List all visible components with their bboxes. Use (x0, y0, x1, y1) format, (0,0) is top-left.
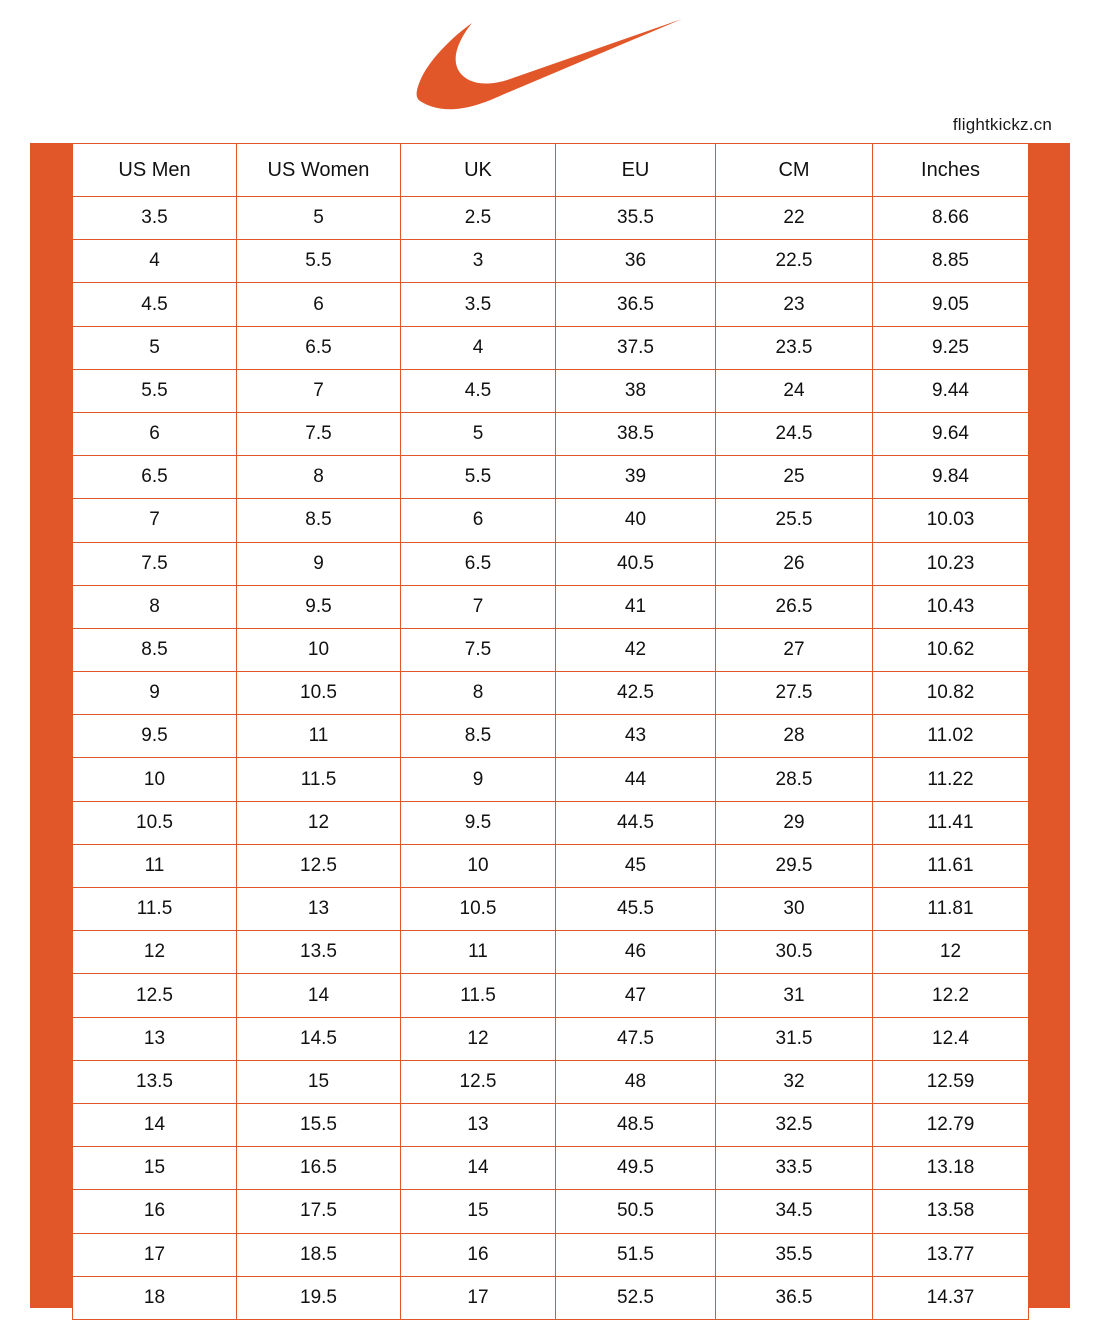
table-cell: 16.5 (237, 1147, 401, 1190)
table-cell: 46 (556, 931, 716, 974)
table-cell: 11.41 (873, 801, 1029, 844)
table-cell: 31.5 (716, 1017, 873, 1060)
table-cell: 9 (401, 758, 556, 801)
table-cell: 7 (73, 499, 237, 542)
table-cell: 28 (716, 715, 873, 758)
table-cell: 16 (401, 1233, 556, 1276)
table-cell: 35.5 (556, 197, 716, 240)
table-row (73, 758, 1029, 801)
table-row (73, 1190, 1029, 1233)
table-row (73, 1147, 1029, 1190)
table-cell: 14 (401, 1147, 556, 1190)
table-cell: 13.5 (73, 1060, 237, 1103)
table-cell: 10.43 (873, 585, 1029, 628)
table-cell: 9 (237, 542, 401, 585)
table-cell: 10 (73, 758, 237, 801)
table-cell: 12 (873, 931, 1029, 974)
table-cell: 10 (401, 844, 556, 887)
table-cell: 12.5 (237, 844, 401, 887)
table-cell: 42 (556, 628, 716, 671)
table-cell: 10.62 (873, 628, 1029, 671)
column-header-cm: CM (716, 144, 873, 197)
table-cell: 12.5 (401, 1060, 556, 1103)
table-cell: 3.5 (401, 283, 556, 326)
table-row (73, 369, 1029, 412)
table-cell: 7.5 (237, 412, 401, 455)
table-cell: 25 (716, 456, 873, 499)
table-cell: 8.5 (73, 628, 237, 671)
table-cell: 17.5 (237, 1190, 401, 1233)
table-row (73, 585, 1029, 628)
table-cell: 44.5 (556, 801, 716, 844)
table-cell: 25.5 (716, 499, 873, 542)
table-cell: 8.5 (401, 715, 556, 758)
table-cell: 7.5 (401, 628, 556, 671)
table-cell: 29.5 (716, 844, 873, 887)
table-cell: 5.5 (401, 456, 556, 499)
table-cell: 15.5 (237, 1103, 401, 1146)
table-cell: 4.5 (73, 283, 237, 326)
table-cell: 36 (556, 240, 716, 283)
table-cell: 11.22 (873, 758, 1029, 801)
table-row (73, 888, 1029, 931)
table-row (73, 1060, 1029, 1103)
table-cell: 15 (237, 1060, 401, 1103)
table-cell: 36.5 (716, 1276, 873, 1319)
table-cell: 8.85 (873, 240, 1029, 283)
table-cell: 12.4 (873, 1017, 1029, 1060)
table-body (73, 197, 1029, 1320)
table-cell: 22.5 (716, 240, 873, 283)
brand-logo (0, 18, 1100, 108)
table-cell: 40 (556, 499, 716, 542)
table-row (73, 456, 1029, 499)
table-cell: 11 (237, 715, 401, 758)
table-row (73, 542, 1029, 585)
table-cell: 10.5 (401, 888, 556, 931)
table-cell: 6 (401, 499, 556, 542)
table-cell: 4.5 (401, 369, 556, 412)
table-cell: 5.5 (237, 240, 401, 283)
table-cell: 45 (556, 844, 716, 887)
table-cell: 18 (73, 1276, 237, 1319)
table-cell: 9.5 (73, 715, 237, 758)
table-row (73, 715, 1029, 758)
table-cell: 5.5 (73, 369, 237, 412)
table-cell: 13.18 (873, 1147, 1029, 1190)
table-cell: 9.64 (873, 412, 1029, 455)
table-cell: 9.5 (401, 801, 556, 844)
table-cell: 6.5 (401, 542, 556, 585)
table-cell: 27.5 (716, 672, 873, 715)
table-cell: 44 (556, 758, 716, 801)
column-header-us-women: US Women (237, 144, 401, 197)
table-cell: 12 (73, 931, 237, 974)
table-cell: 13.77 (873, 1233, 1029, 1276)
table-row (73, 801, 1029, 844)
table-cell: 13.5 (237, 931, 401, 974)
table-cell: 11.02 (873, 715, 1029, 758)
table-cell: 13 (401, 1103, 556, 1146)
table-cell: 19.5 (237, 1276, 401, 1319)
table-cell: 39 (556, 456, 716, 499)
shoe-size-table (72, 143, 1029, 1320)
table-cell: 41 (556, 585, 716, 628)
table-row (73, 197, 1029, 240)
table-cell: 47 (556, 974, 716, 1017)
table-cell: 14 (73, 1103, 237, 1146)
table-cell: 8.66 (873, 197, 1029, 240)
table-cell: 8 (237, 456, 401, 499)
table-cell: 12.5 (73, 974, 237, 1017)
table-cell: 3.5 (73, 197, 237, 240)
table-cell: 36.5 (556, 283, 716, 326)
table-cell: 6.5 (73, 456, 237, 499)
column-header-eu: EU (556, 144, 716, 197)
table-cell: 11.5 (401, 974, 556, 1017)
table-row (73, 1103, 1029, 1146)
table-cell: 12.2 (873, 974, 1029, 1017)
table-cell: 6 (237, 283, 401, 326)
table-row (73, 499, 1029, 542)
table-cell: 38.5 (556, 412, 716, 455)
table-cell: 48 (556, 1060, 716, 1103)
table-cell: 10 (237, 628, 401, 671)
table-cell: 11.5 (237, 758, 401, 801)
table-cell: 43 (556, 715, 716, 758)
table-row (73, 672, 1029, 715)
table-cell: 12.79 (873, 1103, 1029, 1146)
table-cell: 14.37 (873, 1276, 1029, 1319)
table-cell: 49.5 (556, 1147, 716, 1190)
size-table-container (30, 143, 1070, 1308)
site-label: flightkickz.cn (952, 115, 1052, 134)
table-cell: 8 (73, 585, 237, 628)
column-header-uk: UK (401, 144, 556, 197)
table-cell: 9 (73, 672, 237, 715)
table-cell: 16 (73, 1190, 237, 1233)
table-cell: 9.84 (873, 456, 1029, 499)
table-cell: 11.5 (73, 888, 237, 931)
table-cell: 14 (237, 974, 401, 1017)
table-cell: 8 (401, 672, 556, 715)
table-row (73, 931, 1029, 974)
table-row (73, 1233, 1029, 1276)
table-cell: 26 (716, 542, 873, 585)
table-cell: 52.5 (556, 1276, 716, 1319)
table-cell: 10.03 (873, 499, 1029, 542)
table-cell: 23.5 (716, 326, 873, 369)
table-cell: 32 (716, 1060, 873, 1103)
table-cell: 30 (716, 888, 873, 931)
table-cell: 5 (73, 326, 237, 369)
table-cell: 12.59 (873, 1060, 1029, 1103)
table-row (73, 844, 1029, 887)
table-cell: 48.5 (556, 1103, 716, 1146)
table-row (73, 283, 1029, 326)
column-header-us-men: US Men (73, 144, 237, 197)
table-cell: 9.25 (873, 326, 1029, 369)
table-row (73, 974, 1029, 1017)
table-cell: 35.5 (716, 1233, 873, 1276)
table-cell: 7.5 (73, 542, 237, 585)
table-cell: 32.5 (716, 1103, 873, 1146)
table-cell: 15 (401, 1190, 556, 1233)
table-header-row (73, 144, 1029, 197)
table-cell: 26.5 (716, 585, 873, 628)
table-cell: 11 (401, 931, 556, 974)
table-cell: 17 (73, 1233, 237, 1276)
table-cell: 7 (401, 585, 556, 628)
table-cell: 30.5 (716, 931, 873, 974)
table-cell: 23 (716, 283, 873, 326)
table-cell: 24 (716, 369, 873, 412)
table-cell: 10.23 (873, 542, 1029, 585)
table-cell: 51.5 (556, 1233, 716, 1276)
table-row (73, 326, 1029, 369)
table-cell: 40.5 (556, 542, 716, 585)
table-cell: 5 (237, 197, 401, 240)
table-cell: 12 (237, 801, 401, 844)
table-cell: 11.61 (873, 844, 1029, 887)
table-cell: 10.5 (237, 672, 401, 715)
table-cell: 31 (716, 974, 873, 1017)
table-cell: 38 (556, 369, 716, 412)
table-row (73, 1017, 1029, 1060)
table-cell: 4 (73, 240, 237, 283)
table-row (73, 240, 1029, 283)
table-cell: 22 (716, 197, 873, 240)
nike-swoosh-icon (410, 13, 690, 113)
table-cell: 6.5 (237, 326, 401, 369)
table-cell: 13 (237, 888, 401, 931)
table-cell: 2.5 (401, 197, 556, 240)
table-cell: 34.5 (716, 1190, 873, 1233)
table-cell: 10.5 (73, 801, 237, 844)
column-header-inches: Inches (873, 144, 1029, 197)
table-cell: 3 (401, 240, 556, 283)
table-cell: 27 (716, 628, 873, 671)
table-cell: 12 (401, 1017, 556, 1060)
table-cell: 14.5 (237, 1017, 401, 1060)
table-cell: 13 (73, 1017, 237, 1060)
table-cell: 17 (401, 1276, 556, 1319)
table-cell: 33.5 (716, 1147, 873, 1190)
table-cell: 6 (73, 412, 237, 455)
table-cell: 37.5 (556, 326, 716, 369)
table-cell: 11.81 (873, 888, 1029, 931)
table-cell: 29 (716, 801, 873, 844)
table-cell: 10.82 (873, 672, 1029, 715)
table-cell: 24.5 (716, 412, 873, 455)
table-cell: 47.5 (556, 1017, 716, 1060)
table-cell: 5 (401, 412, 556, 455)
table-cell: 4 (401, 326, 556, 369)
table-cell: 15 (73, 1147, 237, 1190)
table-cell: 9.05 (873, 283, 1029, 326)
table-row (73, 628, 1029, 671)
table-cell: 13.58 (873, 1190, 1029, 1233)
table-cell: 28.5 (716, 758, 873, 801)
table-cell: 9.44 (873, 369, 1029, 412)
table-cell: 11 (73, 844, 237, 887)
table-cell: 8.5 (237, 499, 401, 542)
table-row (73, 1276, 1029, 1319)
table-cell: 42.5 (556, 672, 716, 715)
table-cell: 9.5 (237, 585, 401, 628)
table-cell: 45.5 (556, 888, 716, 931)
table-cell: 18.5 (237, 1233, 401, 1276)
table-row (73, 412, 1029, 455)
table-cell: 7 (237, 369, 401, 412)
table-cell: 50.5 (556, 1190, 716, 1233)
